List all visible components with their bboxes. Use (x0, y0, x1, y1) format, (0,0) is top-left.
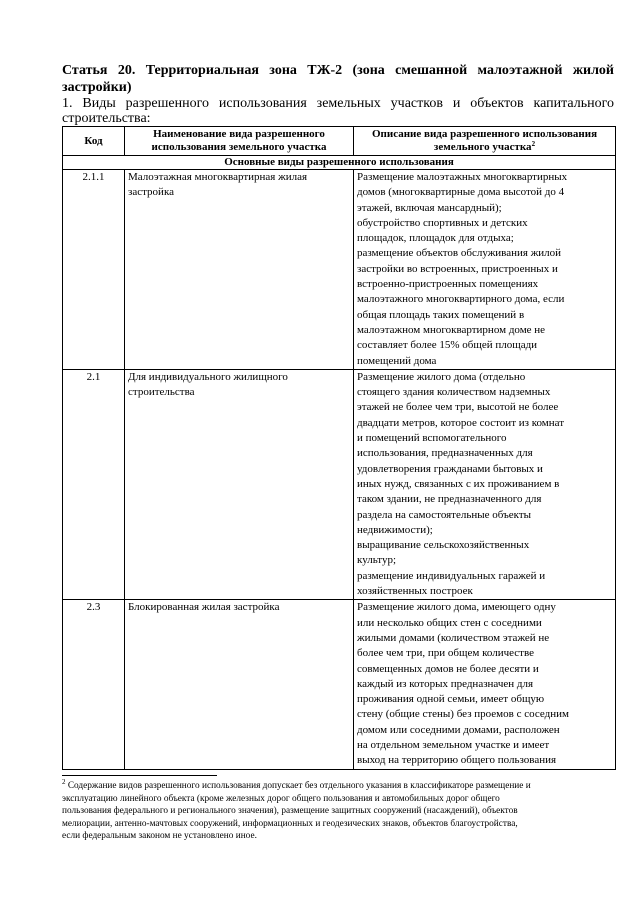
description-line: на отдельном земельном участке и имеет (357, 738, 550, 751)
description-line: таком здании, не предназначенного для (357, 493, 542, 506)
description-line: этажей не более чем три, высотой не более (357, 401, 559, 414)
footnote-divider (62, 775, 217, 776)
description-line: культур; (357, 554, 397, 567)
description-line: Размещение жилого дома, имеющего одну (357, 601, 556, 614)
description-line: хозяйственных построек (357, 585, 473, 598)
description-line: домов (многоквартирные дома высотой до 4 (357, 186, 565, 199)
description-line: или несколько общих стен с соседними (357, 616, 542, 629)
table-row (63, 600, 616, 769)
row-code: 2.3 (63, 600, 125, 769)
row-name: Малоэтажная многоквартирная жилая застройка (125, 170, 354, 370)
footnote (62, 780, 614, 843)
description-line: размещение объектов обслуживания жилой (357, 247, 562, 260)
description-line: иных нужд, связанных с их проживанием в (357, 477, 560, 490)
header-name: Наименование вида разрешенного использования земельного участка (125, 127, 354, 156)
row-name: Блокированная жилая застройка (125, 600, 354, 769)
description-line: выход на территорию общего пользования (357, 754, 557, 767)
row-description (354, 170, 616, 370)
land-use-table (62, 126, 616, 770)
description-line: и помещений вспомогательного (357, 432, 507, 445)
row-code: 2.1.1 (63, 170, 125, 370)
section-subheading: 1. Виды разрешенного использования земельных участков и объектов капитального строительства: (62, 96, 614, 126)
row-code: 2.1 (63, 369, 125, 599)
footnote-ref: 2 (531, 140, 536, 148)
description-line: общая площадь таких помещений в (357, 308, 525, 321)
description-line: раздела на самостоятельные объекты (357, 508, 532, 521)
description-line: застройки во встроенных, пристроенных и (357, 262, 558, 275)
description-line: малоэтажном многоквартирном доме не (357, 323, 546, 336)
description-line: стоящего здания количеством надземных (357, 386, 551, 399)
footnote-line: эксплуатацию линейного объекта (кроме железных дорог общего пользования и автомобильных дорог общего (62, 793, 500, 804)
footnote-line: если федеральным законом не установлено иное. (62, 831, 257, 841)
description-line: Размещение жилого дома (отдельно (357, 370, 526, 383)
row-name: Для индивидуального жилищного строительства (125, 369, 354, 599)
description-line: Размещение малоэтажных многоквартирных (357, 171, 568, 183)
footnote-line (62, 780, 614, 793)
row-description (354, 600, 616, 769)
footnote-text (62, 780, 614, 843)
header-code: Код (63, 127, 125, 156)
description-line: выращивание сельскохозяйственных (357, 539, 530, 552)
description-line: составляет более 15% общей площади (357, 339, 538, 352)
description-line: обустройство спортивных и детских (357, 216, 528, 229)
description-line: совмещенных домов не более десяти и (357, 662, 539, 675)
description-line: малоэтажного многоквартирного дома, если (357, 293, 565, 306)
article-heading: Статья 20. Территориальная зона ТЖ-2 (зона смешанной малоэтажной жилой застройки) (62, 63, 614, 95)
description-line: этажей, включая мансардный); (357, 201, 502, 214)
footnote-line: пользования федерального и регионального значения), размещение защитных сооружений (насаждений), объектов (62, 806, 518, 816)
description-line: площадок, площадок для отдыха; (357, 232, 514, 245)
header-description-text: Описание вида разрешенного использования земельного участка (371, 128, 598, 153)
table-header-row (63, 127, 616, 156)
description-line: удовлетворения гражданами бытовых и (357, 462, 543, 475)
section-row (63, 156, 616, 170)
description-line: двадцати метров, которое состоит из комнат (357, 416, 565, 429)
footnote-line-text: Содержание видов разрешенного использования допускает без отдельного указания в классификаторе размещение и (65, 781, 531, 791)
table-row (63, 369, 616, 599)
footnote-line: мелиорации, антенно-мачтовых сооружений, информационных и геодезических знаков, объектов благоустройства, (62, 818, 518, 829)
description-line: размещение индивидуальных гаражей и (357, 569, 546, 582)
header-description (354, 127, 616, 156)
description-line: домом или соседними домами, расположен (357, 723, 560, 736)
description-line: более чем три, при общем количестве (357, 647, 534, 660)
document-page (62, 62, 614, 770)
description-line: проживания одной семьи, имеет общую (357, 693, 545, 706)
section-title: Основные виды разрешенного использования (63, 156, 616, 170)
description-line: недвижимости); (357, 523, 433, 536)
description-line: жилыми домами (количеством этажей не (357, 631, 550, 644)
row-description (354, 369, 616, 599)
description-line: встроенно-пристроенных помещениях (357, 278, 539, 291)
description-line: использования, предназначенных для (357, 447, 533, 460)
description-line: каждый из которых предназначен для (357, 677, 534, 690)
table-row (63, 170, 616, 370)
description-line: стену (общие стены) без проемов с соседним (357, 708, 569, 721)
footnote-number: 2 (62, 778, 66, 786)
description-line: помещений дома (357, 354, 437, 367)
